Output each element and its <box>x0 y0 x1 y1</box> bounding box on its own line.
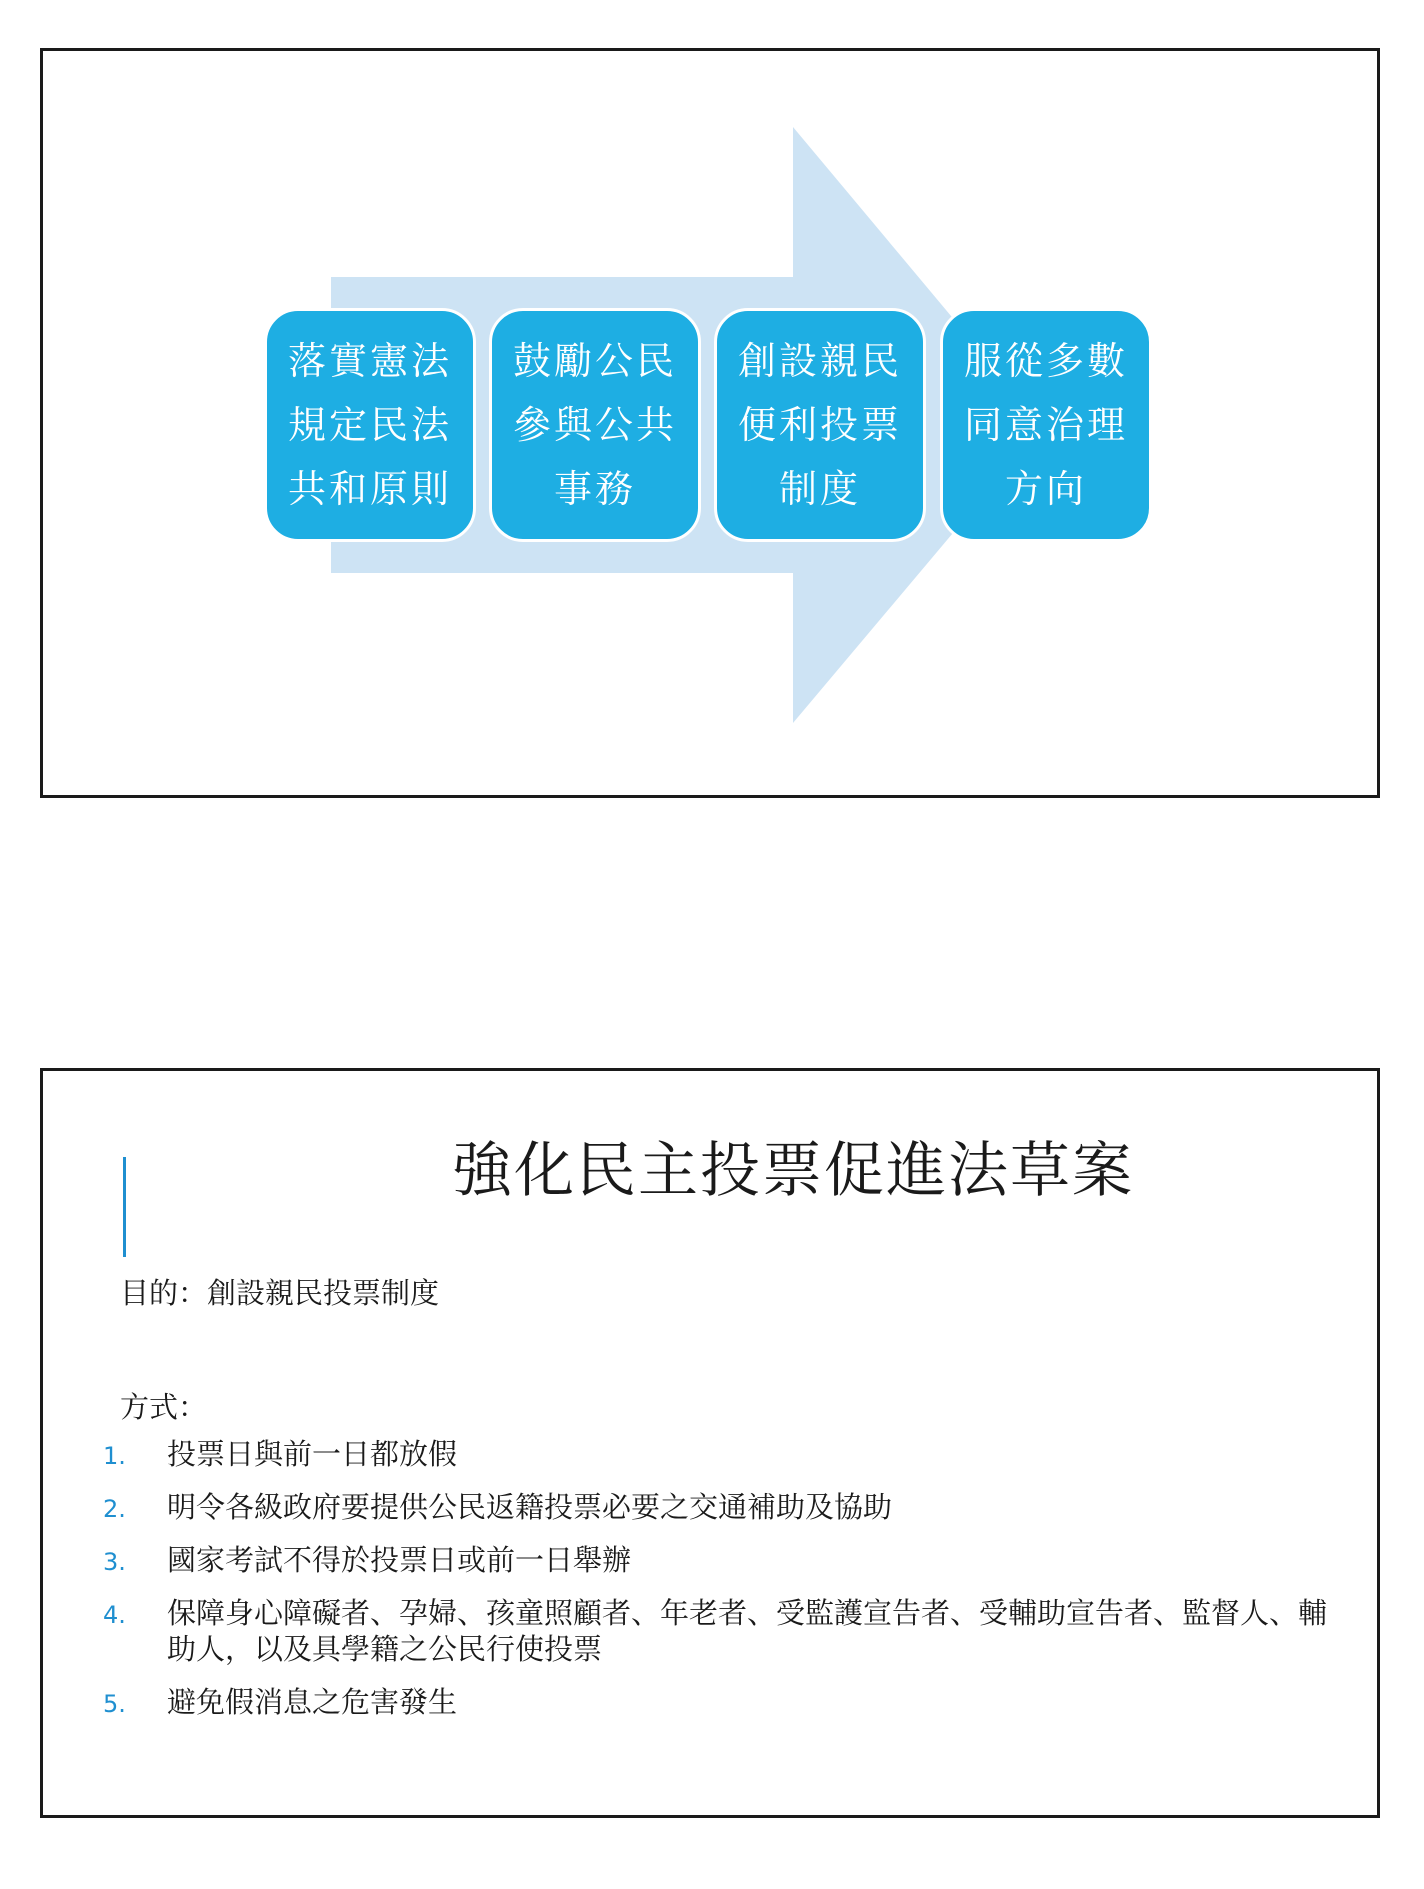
list-item-number: 5. <box>103 1690 126 1718</box>
purpose-text: 目的：創設親民投票制度 <box>120 1276 440 1310</box>
process-box-label: 落實憲法 規定民法 共和原則 <box>287 339 452 511</box>
process-box-label: 服從多數 同意治理 方向 <box>963 339 1128 511</box>
list-item <box>103 1489 1333 1525</box>
list-item <box>103 1542 1333 1578</box>
process-box-majority <box>940 308 1152 542</box>
list-item-text: 投票日與前一日都放假 <box>167 1437 458 1471</box>
list-item-number: 3. <box>103 1548 126 1576</box>
list-item-number: 2. <box>103 1495 126 1523</box>
process-box-voting-system <box>714 308 926 542</box>
big-arrow-shape <box>43 51 1377 795</box>
process-box-label: 鼓勵公民 參與公共 事務 <box>512 339 677 511</box>
title-accent-bar <box>123 1157 126 1257</box>
list-item <box>103 1436 1333 1472</box>
method-list <box>103 1436 1333 1737</box>
list-item-text: 國家考試不得於投票日或前一日舉辦 <box>167 1543 632 1577</box>
list-item <box>103 1595 1333 1667</box>
list-item-number: 1. <box>103 1442 126 1470</box>
process-box-constitution <box>264 308 476 542</box>
process-box-label: 創設親民 便利投票 制度 <box>737 339 902 511</box>
slide-title: 強化民主投票促進法草案 <box>452 1136 1134 1206</box>
list-item-number: 4. <box>103 1601 126 1629</box>
list-item-text: 避免假消息之危害發生 <box>167 1685 458 1719</box>
list-item-text: 明令各級政府要提供公民返籍投票必要之交通補助及協助 <box>167 1490 893 1524</box>
process-box-participation <box>489 308 701 542</box>
method-label: 方式： <box>120 1390 208 1424</box>
slide-draft-act <box>40 1068 1380 1818</box>
list-item-text: 保障身心障礙者、孕婦、孩童照顧者、年老者、受監護宣告者、受輔助宣告者、監督人、輔助人，以及具學籍之公民行使投票 <box>167 1596 1328 1666</box>
slide-process-diagram <box>40 48 1380 798</box>
list-item <box>103 1684 1333 1720</box>
